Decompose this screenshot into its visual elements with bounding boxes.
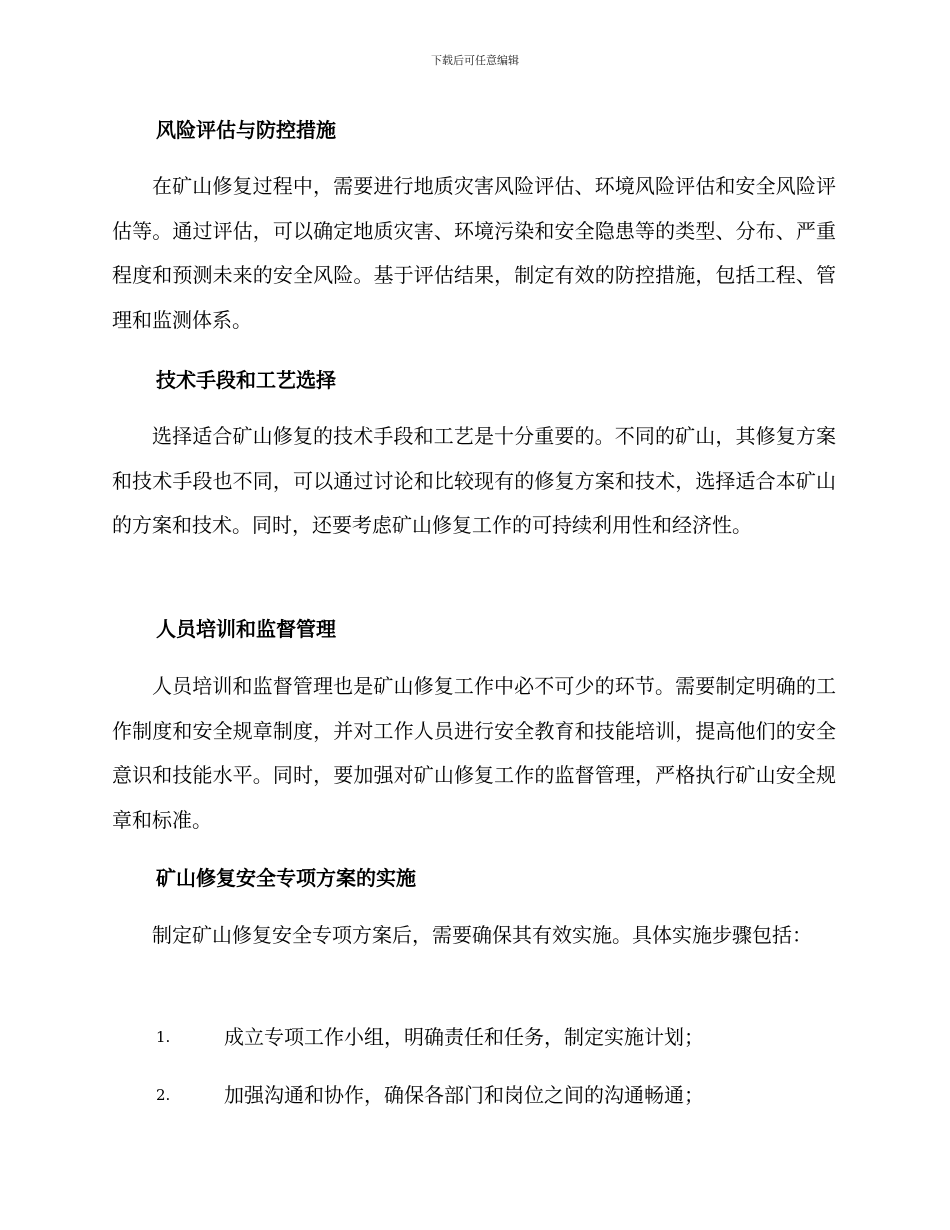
section-paragraph-implementation: 制定矿山修复安全专项方案后，需要确保其有效实施。具体实施步骤包括： — [152, 923, 812, 947]
list-item — [156, 1023, 836, 1051]
page-header: 下载后可任意编辑 — [431, 54, 519, 67]
section-heading-technology-selection: 技术手段和工艺选择 — [156, 368, 336, 392]
section-heading-training-supervision: 人员培训和监督管理 — [156, 617, 336, 641]
list-item-text: 加强沟通和协作，确保各部门和岗位之间的沟通畅通； — [224, 1083, 704, 1107]
list-item — [156, 1081, 836, 1109]
list-item-number: 2. — [156, 1086, 171, 1104]
section-heading-risk-assessment: 风险评估与防控措施 — [156, 118, 336, 142]
list-item-number: 1. — [156, 1028, 171, 1046]
section-paragraph-risk-assessment: 在矿山修复过程中，需要进行地质灾害风险评估、环境风险评估和安全风险评估等。通过评估，可以确定地质灾害、环境污染和安全隐患等的类型、分布、严重程度和预测未来的安全风险。基于评估结果，制定有效的防控措施，包括工程、管理和监测体系。 — [112, 174, 836, 332]
section-paragraph-training-supervision: 人员培训和监督管理也是矿山修复工作中必不可少的环节。需要制定明确的工作制度和安全规章制度，并对工作人员进行安全教育和技能培训，提高他们的安全意识和技能水平。同时，要加强对矿山修复工作的监督管理，严格执行矿山安全规章和标准。 — [112, 674, 836, 832]
section-paragraph-technology-selection: 选择适合矿山修复的技术手段和工艺是十分重要的。不同的矿山，其修复方案和技术手段也不同，可以通过讨论和比较现有的修复方案和技术，选择适合本矿山的方案和技术。同时，还要考虑矿山修复工作的可持续利用性和经济性。 — [112, 424, 836, 538]
list-item-text: 成立专项工作小组，明确责任和任务，制定实施计划； — [224, 1025, 704, 1049]
section-heading-implementation: 矿山修复安全专项方案的实施 — [156, 866, 416, 890]
